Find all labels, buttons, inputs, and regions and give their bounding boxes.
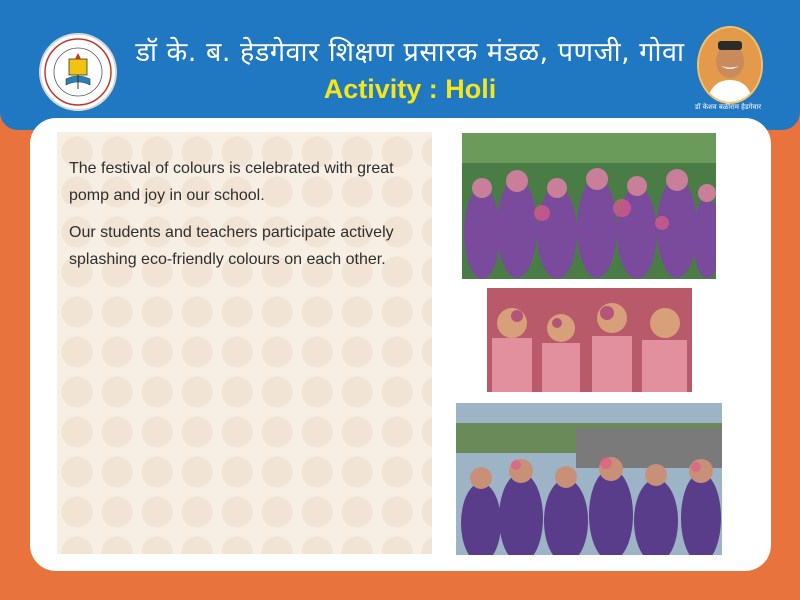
holi-group-photo-icon [462,133,716,279]
activity-subtitle: Activity : Holi [323,74,497,104]
paragraph-festival: The festival of colours is celebrated with great pomp and joy in our school. [69,160,394,204]
portrait-caption: डॉ केशव बळीराम हेडगेवार [694,103,762,111]
holi-students-photo-icon [456,403,722,555]
holi-children-photo-icon [487,288,692,392]
founder-portrait-icon [697,26,763,104]
paragraph-participation: Our students and teachers participate actively splashing eco-friendly colours on each other. [69,224,394,268]
organization-title: डॉ के. ब. हेडगेवार शिक्षण प्रसारक मंडळ, पणजी, गोवा [135,37,685,68]
school-emblem-icon [39,33,117,111]
header-banner [0,0,800,130]
